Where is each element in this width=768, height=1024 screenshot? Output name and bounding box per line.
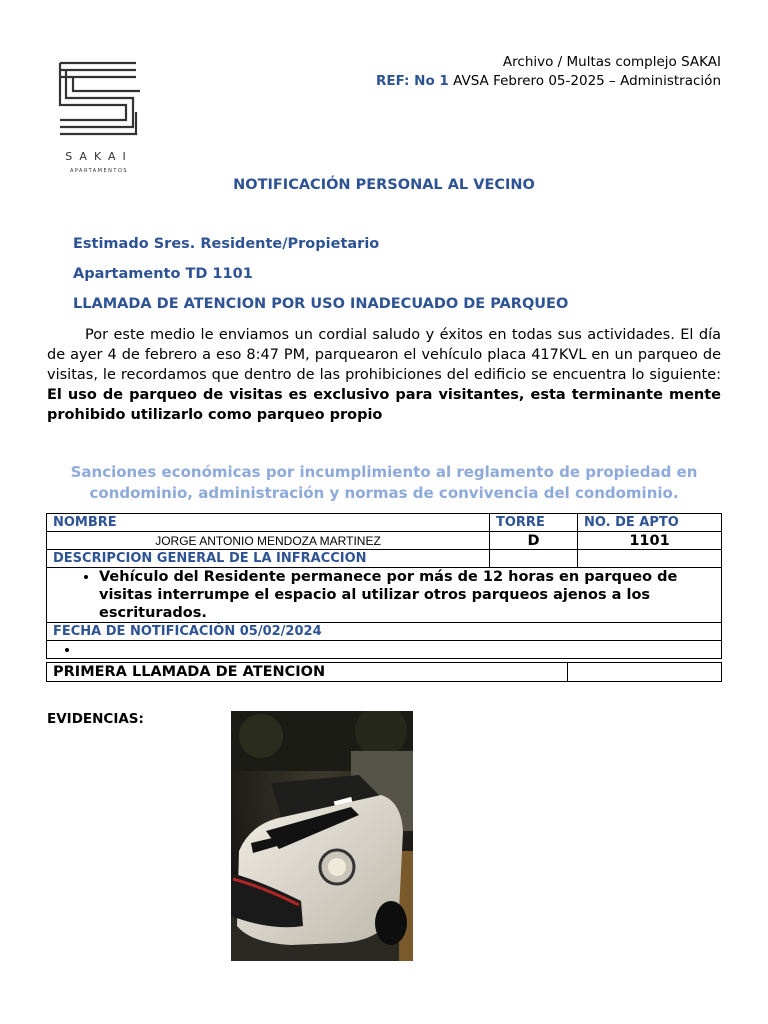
warning-level: PRIMERA LLAMADA DE ATENCION [47,663,568,682]
empty-cell [568,663,722,682]
description-header: DESCRIPCION GENERAL DE LA INFRACCION [47,550,490,568]
table-row [47,532,722,550]
header-torre: TORRE [490,514,578,532]
logo-subtitle: APARTAMENTOS [69,168,129,174]
tower-value: D [490,532,578,550]
ref-label: REF: No 1 [375,73,449,89]
empty-bullet [79,642,715,657]
notification-date: FECHA DE NOTIFICACIÓN 05/02/2024 [47,623,722,641]
empty-bullet-cell [47,641,722,659]
apartment-line: Apartamento TD 1101 [73,266,253,282]
infraction-cell [47,568,722,623]
ref-text: AVSA Febrero 05-2025 – Administración [453,73,721,89]
resident-name: JORGE ANTONIO MENDOZA MARTINEZ [47,532,490,550]
table-row [47,623,722,641]
subject-line: LLAMADA DE ATENCION POR USO INADECUADO DE PARQUEO [73,296,569,312]
evidence-photo [231,711,413,961]
table-row [47,663,722,682]
file-reference: Archivo / Multas complejo SAKAI [502,54,721,70]
body-bold-text: El uso de parqueo de visitas es exclusivo para visitantes, esta terminante mente prohibido utilizarlo como parqueo propio [47,387,721,423]
infraction-description: • Vehículo del Residente permanece por más de 12 horas en parqueo de visitas interrumpe el espacio al utilizar otros parqueos ajenos a los escriturados. [99,568,715,622]
empty-cell [578,550,722,568]
greeting-line: Estimado Sres. Residente/Propietario [73,236,380,252]
page-title: NOTIFICACIÓN PERSONAL AL VECINO [233,177,535,193]
body-paragraph [47,325,721,425]
header-nombre: NOMBRE [47,514,490,532]
sanctions-heading: Sanciones económicas por incumplimiento al reglamento de propiedad en condominio, administración y normas de convivencia del condominio. [70,463,698,502]
evidence-label: EVIDENCIAS: [47,711,144,727]
logo-wordmark: SAKAI [65,150,133,163]
reference-line [376,73,721,89]
infraction-table [46,513,722,659]
warning-table [46,662,722,682]
table-row [47,641,722,659]
apartment-value: 1101 [578,532,722,550]
header-apto: NO. DE APTO [578,514,722,532]
body-text: Por este medio le enviamos un cordial saludo y éxitos en todas sus actividades. El día de ayer 4 de febrero a eso 8:47 PM, parquearon el vehículo placa 417KVL en un parqueo de visitas, le recordamos que dentro de las prohibiciones del edificio se encuentra lo siguiente: [47,327,721,383]
table-row [47,568,722,623]
table-row [47,550,722,568]
empty-cell [490,550,578,568]
table-row [47,514,722,532]
